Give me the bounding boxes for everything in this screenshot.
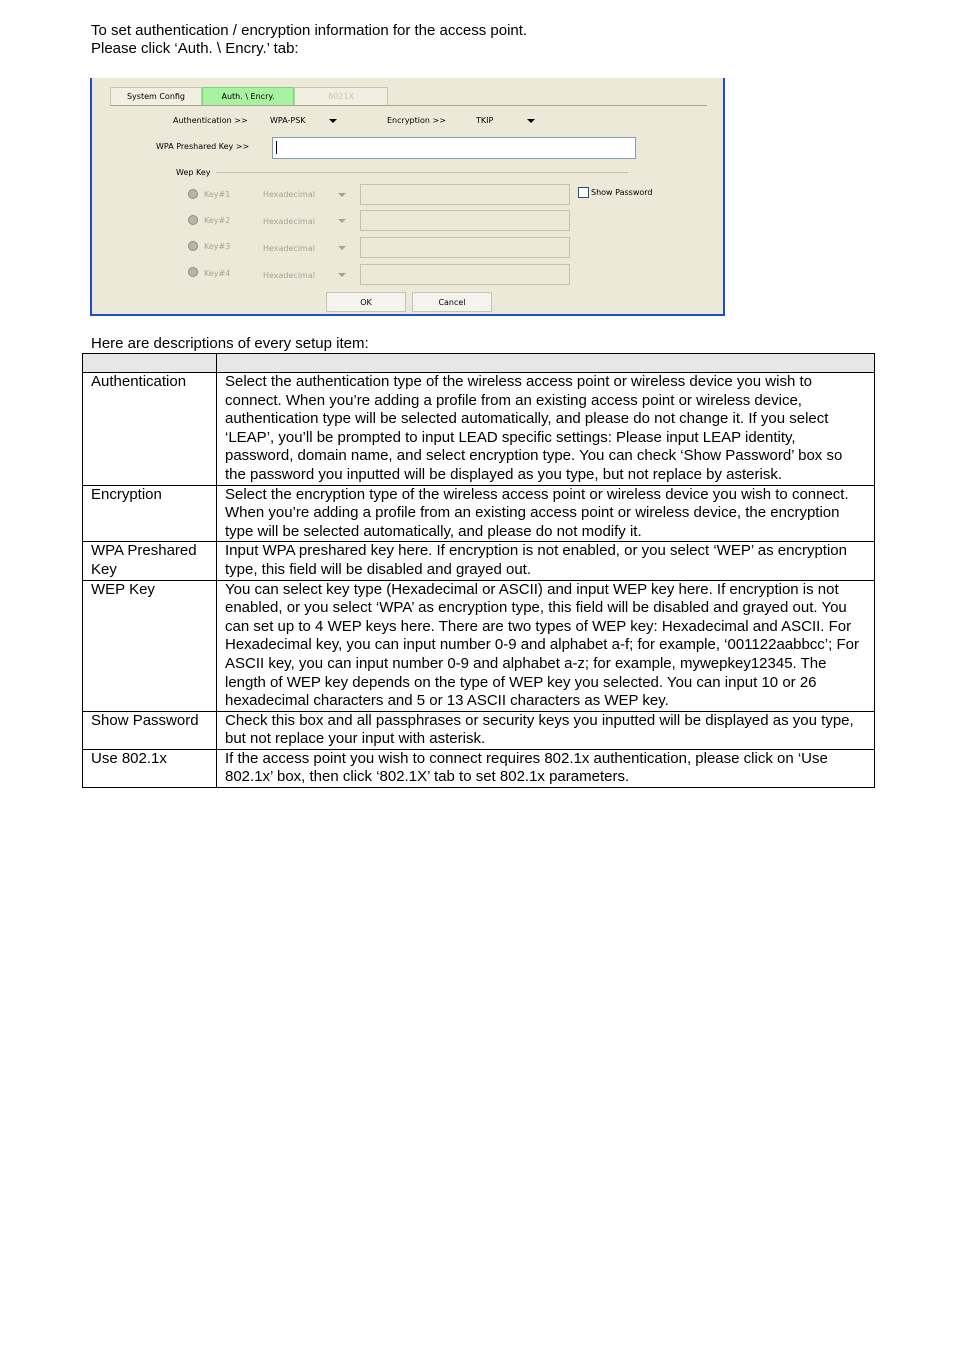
show-password-checkbox[interactable]: [578, 187, 589, 198]
table-row: [83, 580, 875, 711]
show-password-label: Show Password: [591, 188, 653, 197]
tab-8021x[interactable]: 8021X: [294, 87, 388, 105]
item-description: Select the authentication type of the wireless access point or wireless device you wish to connect. When you’re adding a profile from an existing access point or wireless device, authentication type will be selected automatically, and please do not change it. If you select ‘LEAP’, you’ll be prompted to input LEAD specific settings: Please input LEAP identity, password, domain name, and select encryption type. You can check ‘Show Password’ box so the password you inputted will be displayed as you type, but not replace by asterisk.: [217, 373, 875, 486]
key4-type-select[interactable]: Hexadecimal: [263, 271, 315, 280]
key3-label: Key#3: [204, 242, 231, 251]
item-name: Use 802.1x: [83, 749, 217, 787]
wep-key-group-line: [216, 172, 628, 173]
intro-text: [91, 22, 527, 58]
key4-input[interactable]: [360, 264, 570, 285]
item-name: Show Password: [83, 711, 217, 749]
tab-divider: [110, 105, 707, 106]
key2-type-select[interactable]: Hexadecimal: [263, 217, 315, 226]
key1-type-select[interactable]: Hexadecimal: [263, 190, 315, 199]
encryption-dropdown-icon[interactable]: [527, 119, 535, 123]
table-row: [83, 373, 875, 486]
key1-label: Key#1: [204, 190, 231, 199]
key1-input[interactable]: [360, 184, 570, 205]
key2-label: Key#2: [204, 216, 231, 225]
wpa-preshared-key-input[interactable]: [272, 137, 636, 159]
table-row: [83, 711, 875, 749]
item-description: Input WPA preshared key here. If encryption is not enabled, or you select ‘WEP’ as encryption type, this field will be disabled and grayed out.: [217, 542, 875, 580]
key1-type-dropdown-icon[interactable]: [338, 193, 346, 197]
key2-radio[interactable]: [188, 215, 198, 225]
table-row: [83, 542, 875, 580]
key3-radio[interactable]: [188, 241, 198, 251]
intro-line-2: Please click ‘Auth. \ Encry.’ tab:: [91, 40, 299, 57]
item-name: WPA Preshared Key: [83, 542, 217, 580]
wep-key-group-label: Wep Key: [176, 168, 211, 177]
encryption-label: Encryption >>: [387, 116, 446, 125]
text-caret: [276, 141, 277, 154]
key2-input[interactable]: [360, 210, 570, 231]
item-name: Encryption: [83, 485, 217, 542]
table-row: [83, 749, 875, 787]
authentication-select[interactable]: WPA-PSK: [270, 116, 306, 125]
ok-button[interactable]: OK: [326, 292, 406, 312]
encryption-select[interactable]: TKIP: [476, 116, 494, 125]
item-description: If the access point you wish to connect requires 802.1x authentication, please click on ‘Use 802.1x’ box, then click ‘802.1X’ tab to set 802.1x parameters.: [217, 749, 875, 787]
item-description: You can select key type (Hexadecimal or ASCII) and input WEP key here. If encryption is not enabled, or you select ‘WPA’ as encryption type, this field will be disabled and grayed out. You can set up to 4 WEP keys here. There are two types of WEP key: Hexadecimal and ASCII. For Hexadecimal key, you can input number 0-9 and alphabet a-f; for example, ‘001122aabbcc’; For ASCII key, you can input number 0-9 and alphabet a-z; for example, mywepkey12345. The length of WEP key depends on the type of WEP key you selected. You can input 10 or 26 hexadecimal characters and 5 or 13 ASCII characters as WEP key.: [217, 580, 875, 711]
setup-items-table: [82, 353, 875, 788]
key1-radio[interactable]: [188, 189, 198, 199]
item-name: Authentication: [83, 373, 217, 486]
table-header-row: [83, 354, 875, 373]
header-cell-description: [217, 354, 875, 373]
authentication-label: Authentication >>: [173, 116, 248, 125]
cancel-button[interactable]: Cancel: [412, 292, 492, 312]
header-cell-item: [83, 354, 217, 373]
key4-radio[interactable]: [188, 267, 198, 277]
wpa-preshared-key-label: WPA Preshared Key >>: [156, 142, 250, 151]
item-name: WEP Key: [83, 580, 217, 711]
item-description: Select the encryption type of the wireless access point or wireless device you wish to connect. When you’re adding a profile from an existing access point or wireless device, the encryption type will be selected automatically, and please do not modify it.: [217, 485, 875, 542]
tab-system-config[interactable]: System Config: [110, 87, 202, 105]
table-row: [83, 485, 875, 542]
tab-auth-encry[interactable]: Auth. \ Encry.: [202, 87, 294, 105]
intro-line-1: To set authentication / encryption information for the access point.: [91, 22, 528, 39]
key3-input[interactable]: [360, 237, 570, 258]
key2-type-dropdown-icon[interactable]: [338, 219, 346, 223]
key4-label: Key#4: [204, 269, 231, 278]
key4-type-dropdown-icon[interactable]: [338, 273, 346, 277]
key3-type-dropdown-icon[interactable]: [338, 246, 346, 250]
authentication-dropdown-icon[interactable]: [329, 119, 337, 123]
table-title: Here are descriptions of every setup item:: [91, 335, 369, 352]
key3-type-select[interactable]: Hexadecimal: [263, 244, 315, 253]
item-description: Check this box and all passphrases or security keys you inputted will be displayed as you type, but not replace your input with asterisk.: [217, 711, 875, 749]
auth-encry-dialog-screenshot: [90, 78, 725, 316]
